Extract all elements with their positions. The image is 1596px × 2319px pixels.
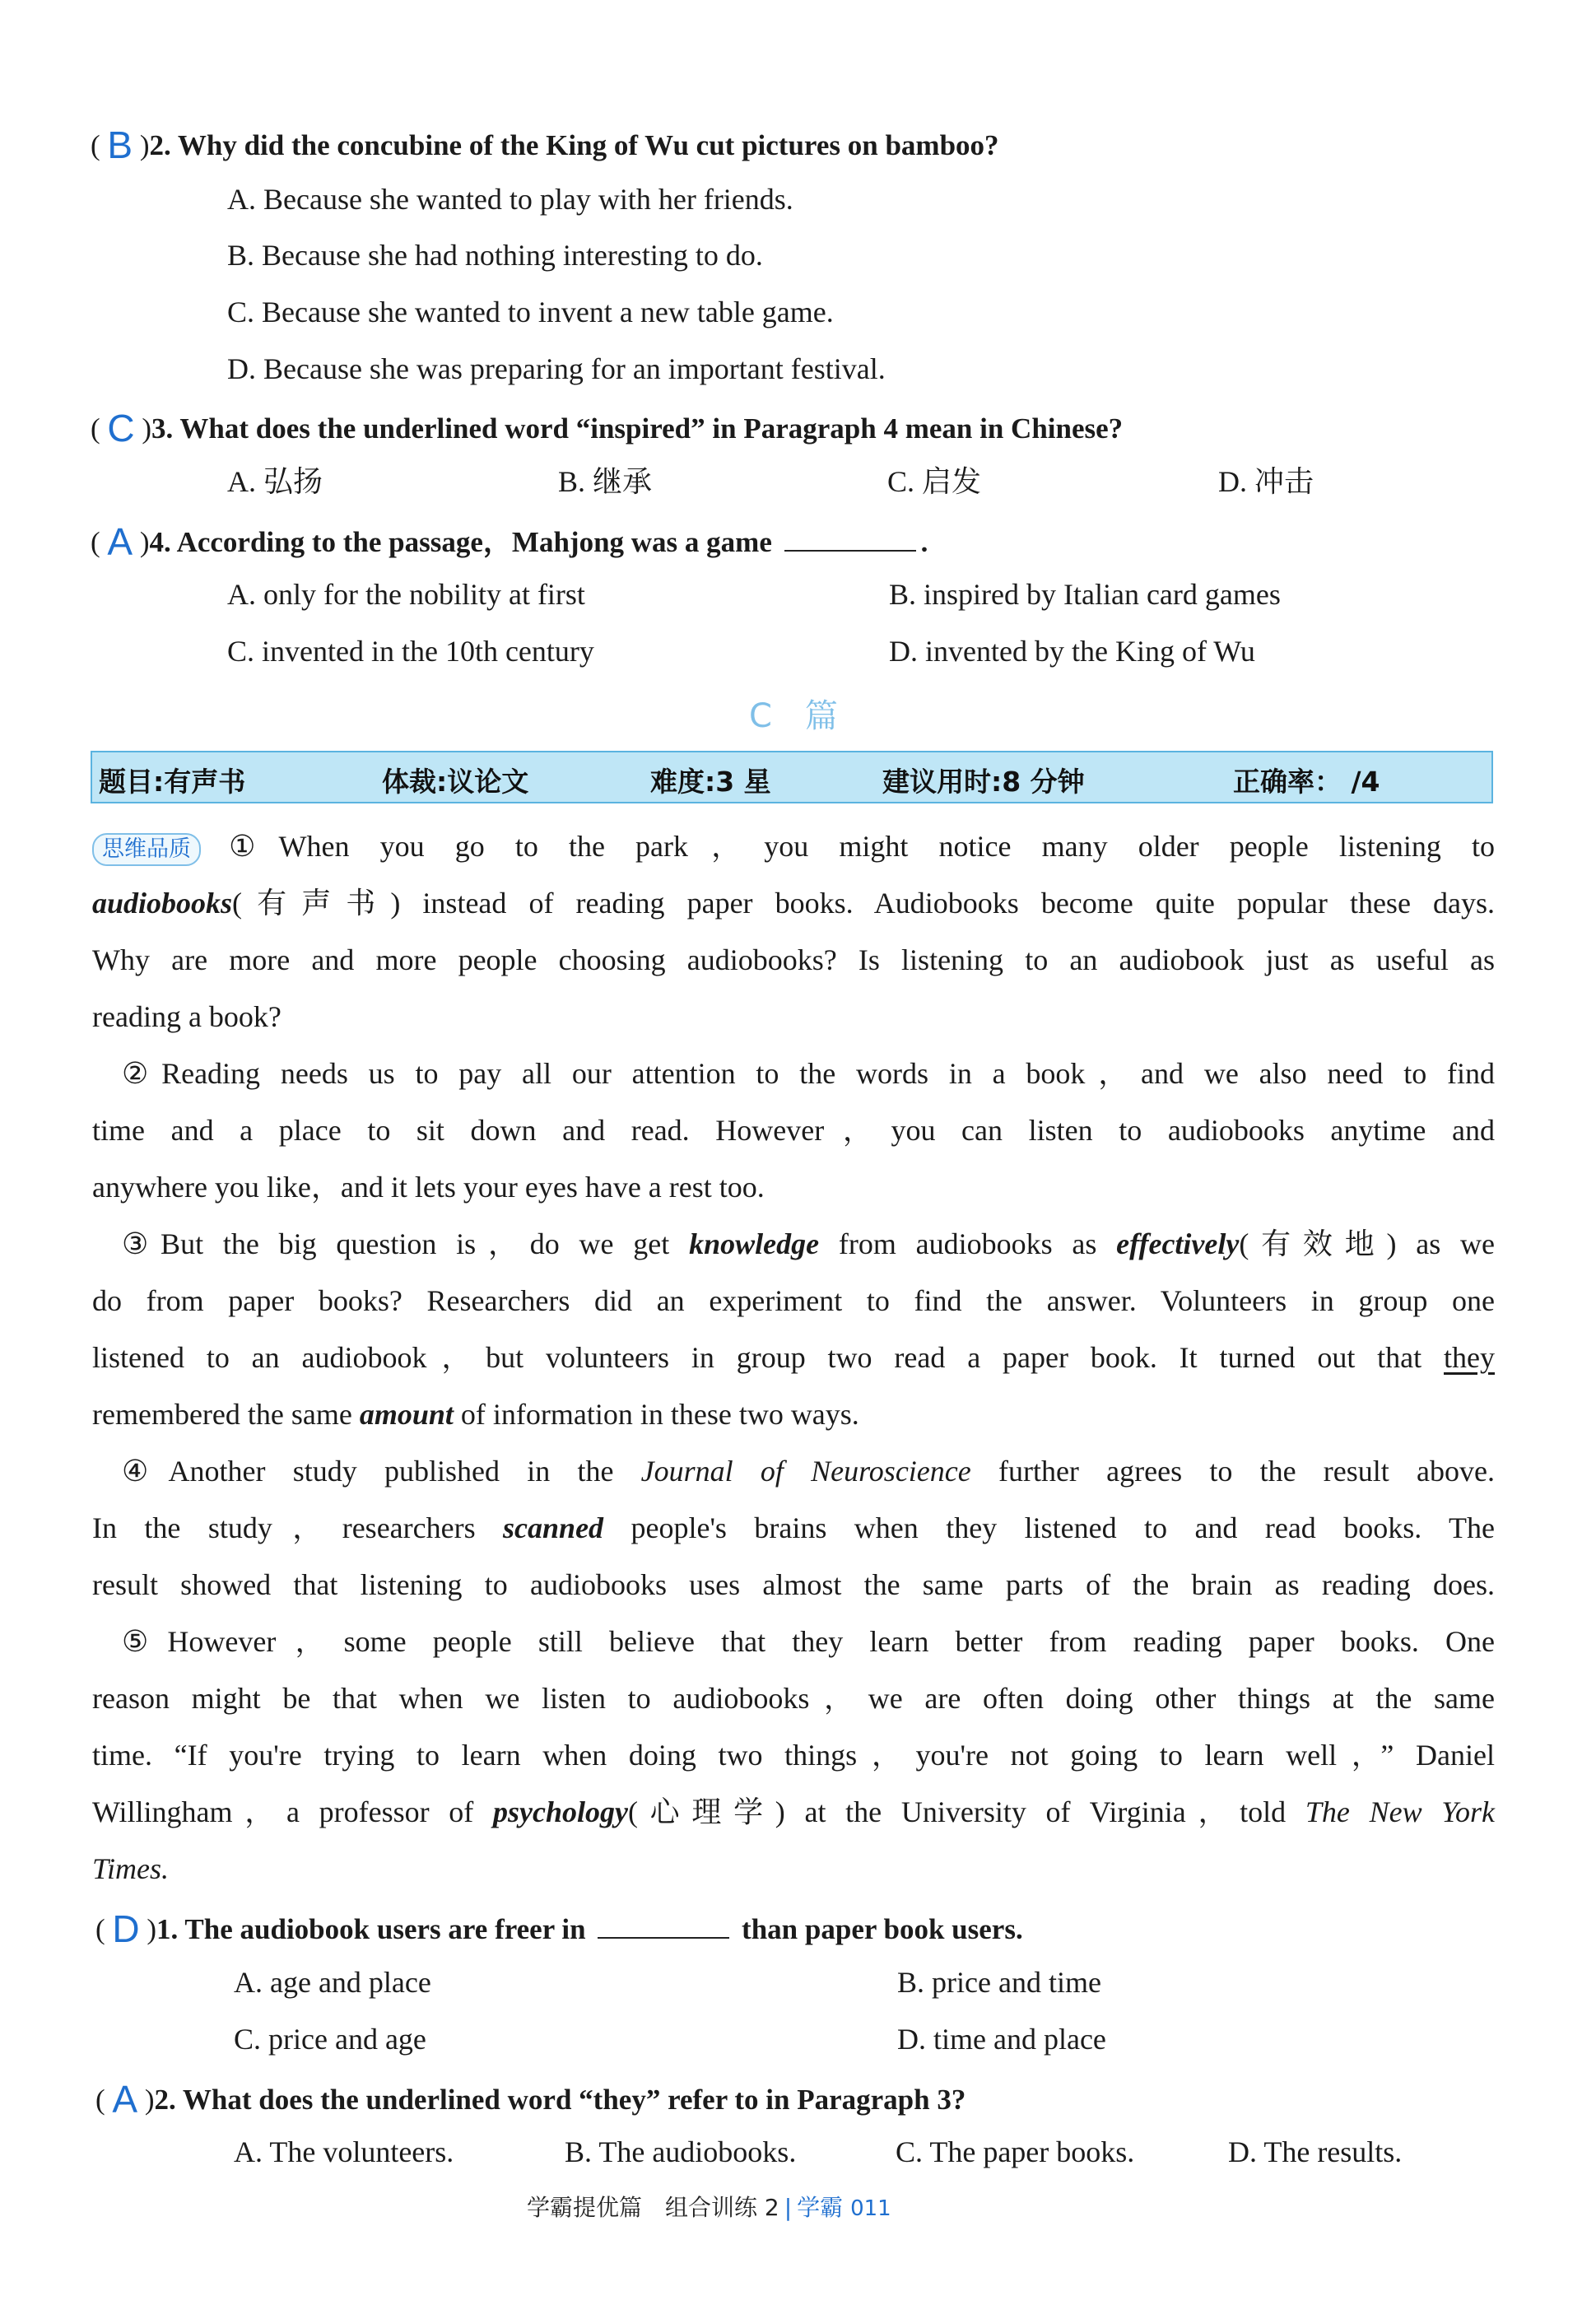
answer-letter: C xyxy=(107,407,135,449)
option: C. The paper books. xyxy=(896,2135,1135,2168)
passage-line: listened to an audiobook，but volunteers in group two read a paper book. It turned out that they xyxy=(92,1341,1495,1374)
question-text: What does the underlined word “they” refer to in Paragraph 3? xyxy=(182,2084,966,2116)
option: B. Because she had nothing interesting to do. xyxy=(227,239,763,272)
option: C. 启发 xyxy=(887,465,982,498)
passage-line: ③But the big question is，do we get knowledge from audiobooks as effectively(有效地) as we xyxy=(122,1227,1495,1260)
question-2-bottom: ( A )2. What does the underlined word “they” refer to in Paragraph 3? xyxy=(95,2078,966,2121)
footer-brand: 学霸 xyxy=(797,2194,844,2221)
passage-line: audiobooks(有声书) instead of reading paper books. Audiobooks become quite popular these days. xyxy=(92,887,1495,920)
option: D. invented by the King of Wu xyxy=(889,635,1255,668)
option: C. price and age xyxy=(234,2023,426,2056)
question-text: According to the passage，Mahjong was a game xyxy=(176,526,772,558)
passage-line: 思维品质 ①When you go to the park，you might notice many older people listening to xyxy=(92,828,1495,866)
passage-line: Willingham，a professor of psychology(心理学) at the University of Virginia，told The New York xyxy=(92,1795,1495,1828)
accuracy-label: 正确率： /4 xyxy=(1233,766,1380,798)
answer-blank xyxy=(598,1912,729,1939)
passage-line: time and a place to sit down and read. However，you can listen to audiobooks anytime and xyxy=(92,1114,1495,1147)
question-text: What does the underlined word “inspired” in Paragraph 4 mean in Chinese? xyxy=(179,412,1124,445)
option: B. price and time xyxy=(897,1966,1101,1999)
question-3-top: ( C )3. What does the underlined word “inspired” in Paragraph 4 mean in Chinese? xyxy=(91,407,1124,449)
info-bar xyxy=(91,751,1493,803)
passage-line: anywhere you like，and it lets your eyes have a rest too. xyxy=(92,1171,765,1204)
question-number: 1. xyxy=(156,1913,179,1945)
time-label: 建议用时:8 分钟 xyxy=(882,766,1085,798)
question-4-top: ( A )4. According to the passage，Mahjong was a game . xyxy=(91,520,928,563)
page-number: 011 xyxy=(850,2196,891,2221)
newspaper-title: The New York xyxy=(1305,1795,1495,1828)
option: A. only for the nobility at first xyxy=(227,578,585,611)
keyword: scanned xyxy=(503,1511,604,1544)
question-text: Why did the concubine of the King of Wu cut pictures on bamboo? xyxy=(177,129,999,161)
keyword: knowledge xyxy=(689,1227,820,1260)
keyword: psychology xyxy=(493,1795,628,1828)
genre-label: 体裁:议论文 xyxy=(382,766,529,798)
option: D. time and place xyxy=(897,2023,1106,2056)
passage-line: In the study，researchers scanned people's brains when they listened to and read books. The xyxy=(92,1511,1495,1544)
option: B. 继承 xyxy=(558,465,653,498)
option: B. The audiobooks. xyxy=(565,2135,797,2168)
question-text-end: than paper book users. xyxy=(742,1913,1023,1945)
keyword: effectively xyxy=(1116,1227,1240,1260)
journal-title: Journal of Neuroscience xyxy=(640,1455,971,1488)
thinking-quality-tag: 思维品质 xyxy=(92,833,201,866)
topic-label: 题目:有声书 xyxy=(99,766,246,798)
question-number: 3. xyxy=(151,412,174,445)
passage-line: ②Reading needs us to pay all our attention to the words in a book，and we also need to find xyxy=(122,1057,1495,1090)
question-2-top: ( B )2. Why did the concubine of the King of Wu cut pictures on bamboo? xyxy=(91,123,999,166)
keyword: audiobooks xyxy=(92,887,233,920)
underlined-word: they xyxy=(1444,1341,1495,1374)
option: D. Because she was preparing for an important festival. xyxy=(227,352,886,385)
option: C. Because she wanted to invent a new table game. xyxy=(227,296,834,328)
passage-line: remembered the same amount of information in these two ways. xyxy=(92,1398,859,1431)
question-text-end: . xyxy=(920,526,928,558)
option: D. The results. xyxy=(1228,2135,1403,2168)
question-text: The audiobook users are freer in xyxy=(184,1913,586,1945)
keyword: amount xyxy=(359,1398,454,1431)
option: A. age and place xyxy=(234,1966,431,1999)
answer-letter: B xyxy=(107,123,133,166)
passage-line: ⑤However，some people still believe that they learn better from reading paper books. One xyxy=(122,1625,1495,1658)
answer-letter: D xyxy=(112,1907,140,1950)
option: D. 冲击 xyxy=(1218,465,1314,498)
passage-line: ④Another study published in the Journal of Neuroscience further agrees to the result above. xyxy=(122,1455,1495,1488)
passage-line: time. “If you're trying to learn when doing two things，you're not going to learn well，” Daniel xyxy=(92,1739,1495,1772)
footer-divider: | xyxy=(784,2194,793,2221)
passage-line: reading a book? xyxy=(92,1000,282,1033)
question-number: 2. xyxy=(154,2084,176,2116)
option: B. inspired by Italian card games xyxy=(889,578,1281,611)
passage-line: Why are more and more people choosing audiobooks? Is listening to an audiobook just as useful as xyxy=(92,943,1495,976)
question-number: 4. xyxy=(149,526,171,558)
section-title: C篇 xyxy=(749,697,871,735)
footer-title: 学霸提优篇 组合训练 2 xyxy=(527,2194,779,2221)
question-number: 2. xyxy=(149,129,171,161)
option: A. The volunteers. xyxy=(234,2135,454,2168)
passage-line: Times. xyxy=(92,1852,170,1885)
answer-blank xyxy=(784,525,916,552)
passage-line: do from paper books? Researchers did an experiment to find the answer. Volunteers in group one xyxy=(92,1284,1495,1317)
passage-line: result showed that listening to audiobooks uses almost the same parts of the brain as reading does. xyxy=(92,1568,1495,1601)
answer-letter: A xyxy=(107,520,133,563)
page-footer xyxy=(527,2190,891,2223)
option: C. invented in the 10th century xyxy=(227,635,594,668)
passage-line: reason might be that when we listen to audiobooks，we are often doing other things at the same xyxy=(92,1682,1495,1715)
option: A. 弘扬 xyxy=(227,465,323,498)
difficulty-label: 难度:3 星 xyxy=(650,766,771,798)
option: A. Because she wanted to play with her friends. xyxy=(227,183,793,216)
question-1-bottom: ( D )1. The audiobook users are freer in than paper book users. xyxy=(95,1907,1023,1950)
answer-letter: A xyxy=(112,2078,138,2121)
